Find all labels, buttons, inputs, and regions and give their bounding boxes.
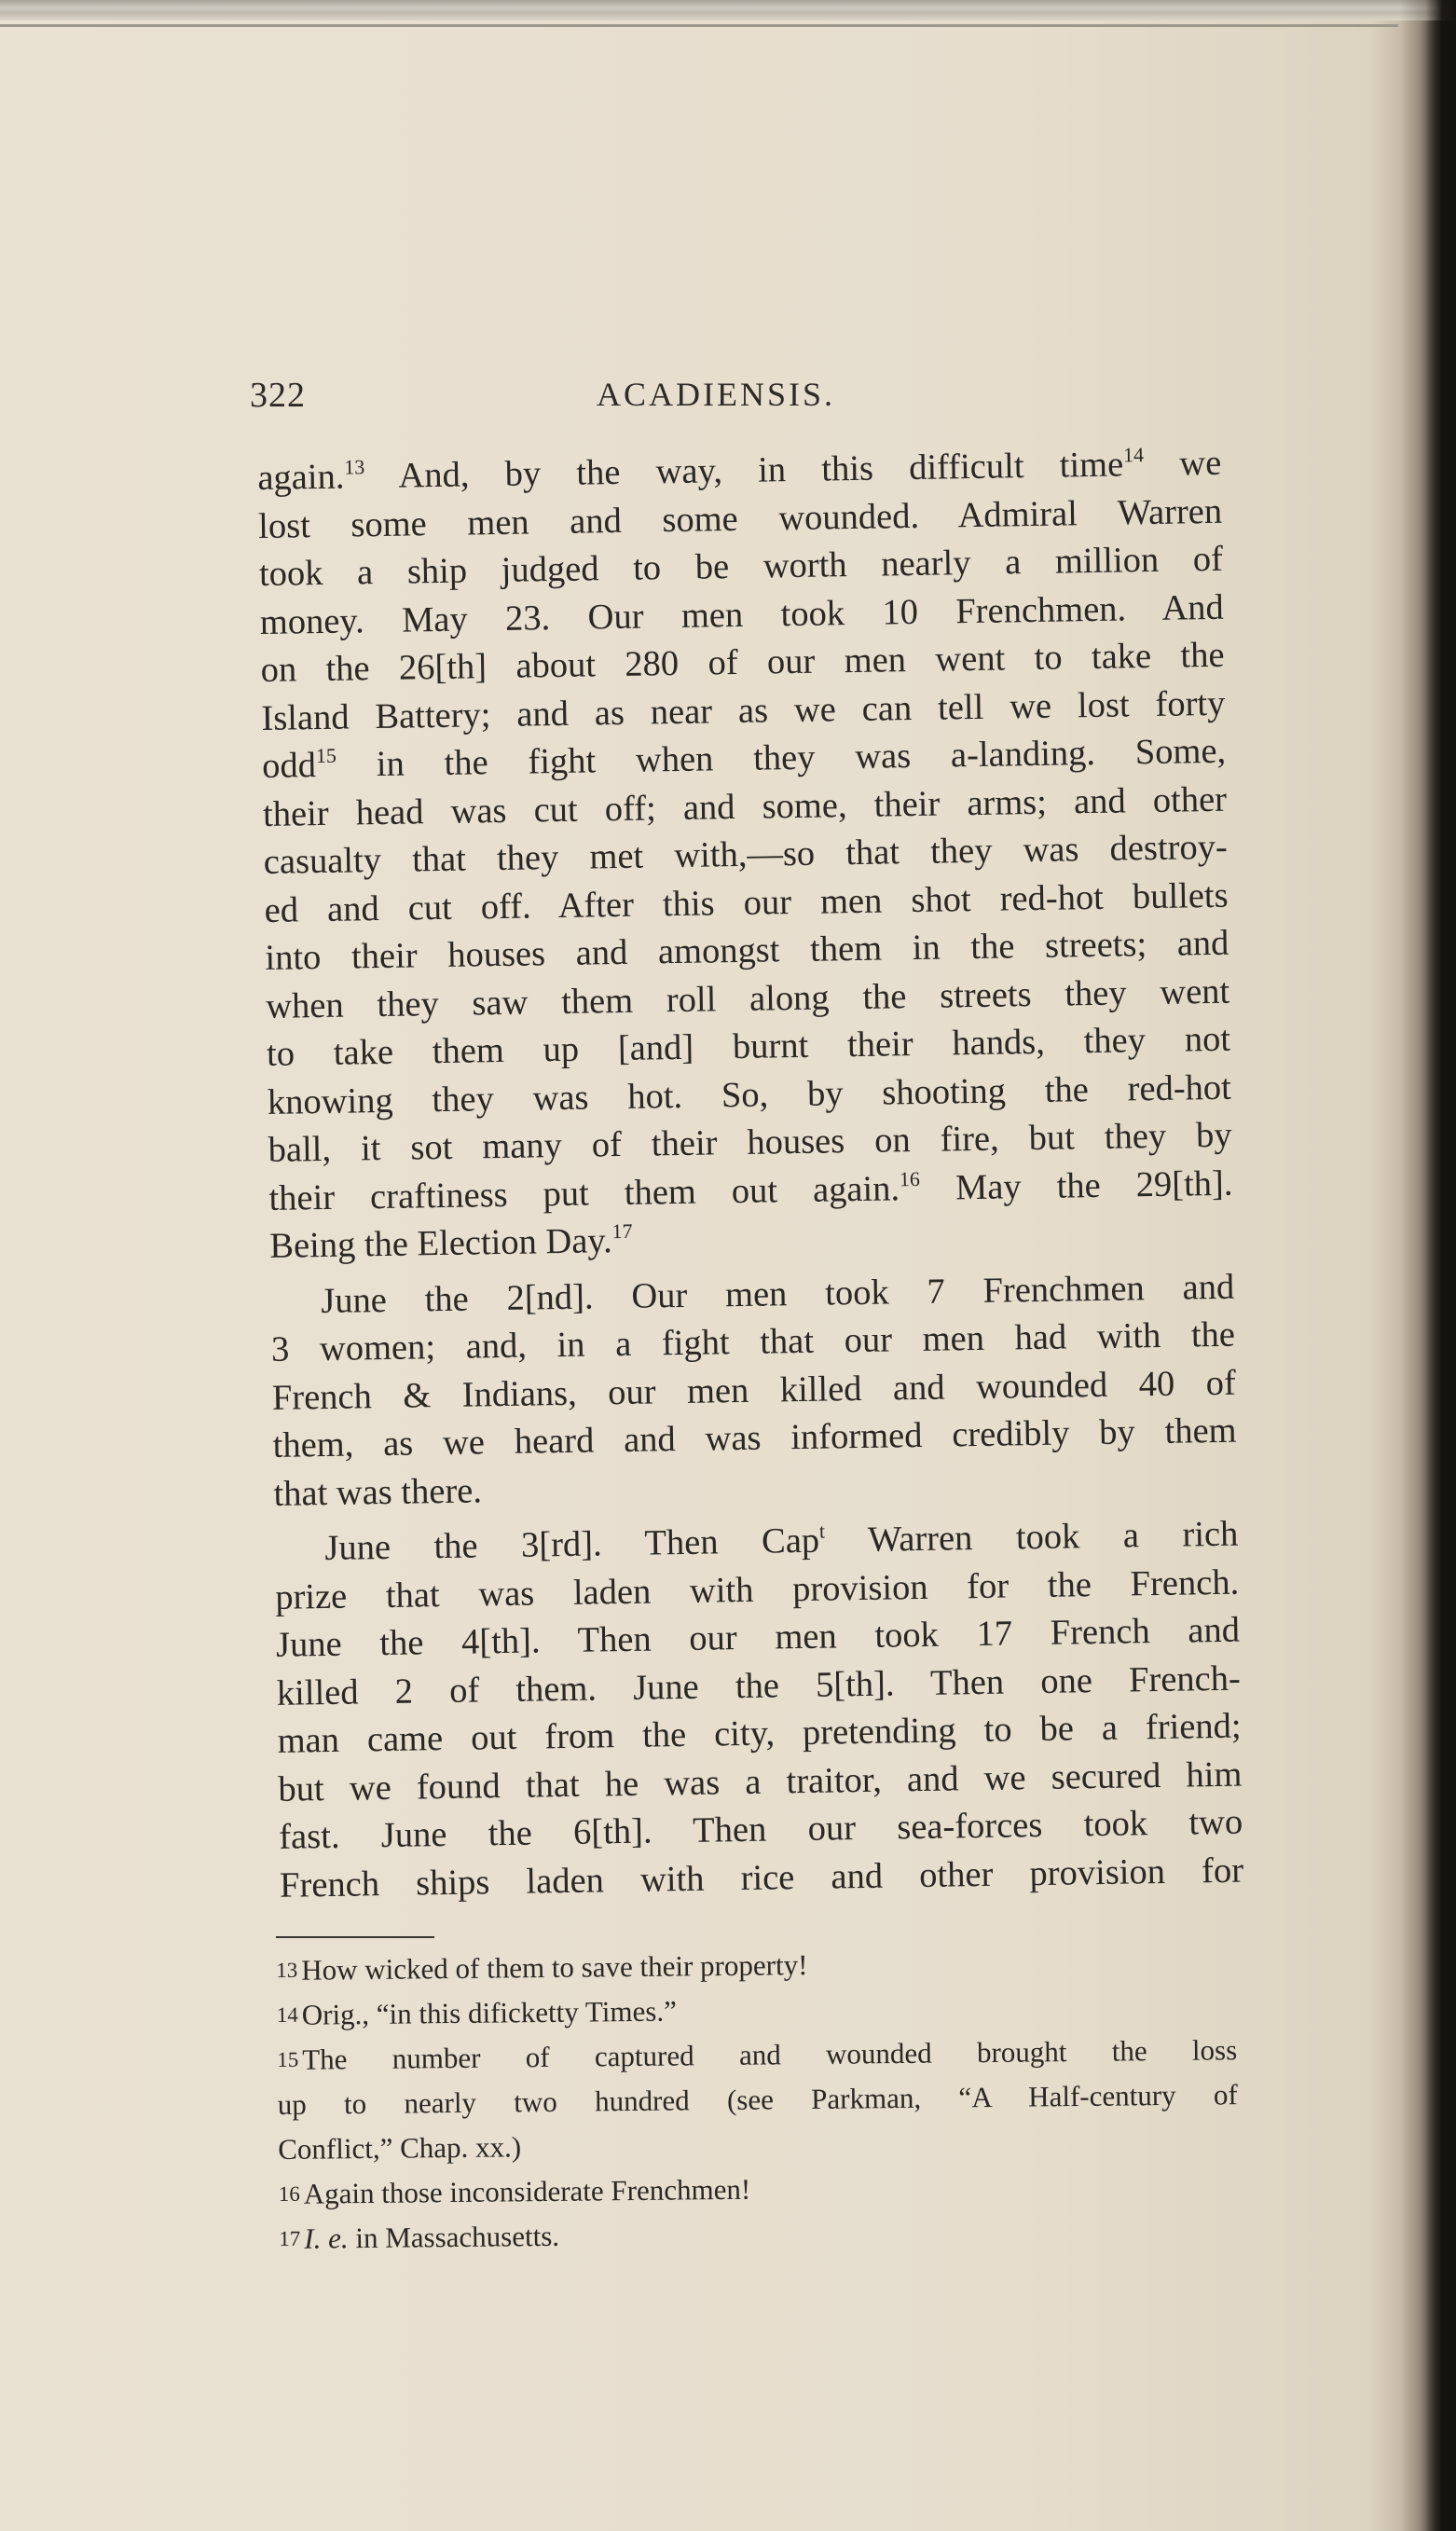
footnote: 14 Orig., “in this dificketty Times.” — [276, 1994, 678, 2031]
footnote-number: 16 — [278, 2181, 300, 2206]
text-line: French ships laden with rice and other provision for — [279, 1850, 1244, 1905]
footnote-ref: 15 — [315, 743, 337, 768]
text-line: June the 4[th]. Then our men took 17 French and — [275, 1610, 1241, 1665]
text-line: casualty that they met with,—so that they was destroy- — [263, 827, 1229, 882]
text-line: 3 women; and, in a fight that our men had with the — [270, 1314, 1236, 1369]
text-line: ball, it sot many of their houses on fire, but they by — [268, 1115, 1232, 1170]
text-line: odd$^{15}$ in the fight when they was a-landing. Some, — [261, 731, 1227, 786]
text-line: their craftiness put them out again.$^{16}$ May the 29[th]. — [268, 1163, 1233, 1218]
footnote: 13 How wicked of them to save their property! — [276, 1948, 808, 1987]
text-line: their head was cut off; and some, their arms; and other — [262, 779, 1228, 834]
page-edge-line — [0, 24, 1398, 27]
footnote: 17 I. e. in Massachusetts. — [279, 2219, 560, 2255]
footnote-ref: 13 — [344, 455, 365, 479]
superscript: t — [818, 1519, 826, 1543]
footnote-number: 17 — [279, 2226, 301, 2250]
text-line: that was there. — [273, 1470, 483, 1514]
footnote-separator — [276, 1936, 434, 1938]
text-line: money. May 23. Our men took 10 Frenchmen. And — [259, 587, 1225, 642]
text-line: to take them up [and] burnt their hands, they not — [266, 1019, 1231, 1074]
footnote-ref: 14 — [1122, 443, 1145, 467]
footnote-number: 15 — [277, 2047, 299, 2071]
text-line: ed and cut off. After this our men shot red-hot bullets — [264, 875, 1229, 930]
text-line: them, as we heard and was informed credibly by them — [272, 1410, 1237, 1465]
text-line: June the 3[rd]. Then Cap$^t$ Warren took a rich — [324, 1514, 1239, 1569]
text-line: Being the Election Day.$^{17}$ — [269, 1218, 633, 1266]
footnote-number: 14 — [276, 2002, 298, 2027]
footnote-continuation: Conflict,” Chap. xx.) — [278, 2130, 522, 2166]
footnote-ref: 17 — [611, 1218, 633, 1244]
text-line: lost some men and some wounded. Admiral Warren — [257, 491, 1223, 546]
page-header — [250, 375, 1219, 427]
footnote: 16 Again those inconsiderate Frenchmen! — [278, 2172, 751, 2210]
text-line: June the 2[nd]. Our men took 7 Frenchmen and — [320, 1267, 1235, 1321]
footnote-continuation: up to nearly two hundred (see Parkman, “A Half-century of — [277, 2078, 1238, 2121]
text-line: French & Indians, our men killed and wounded 40 of — [271, 1363, 1237, 1418]
text-line: into their houses and amongst them in the streets; and — [265, 923, 1229, 978]
text-line: when they saw them roll along the streets they went — [265, 971, 1230, 1026]
text-line: Island Battery; and as near as we can tell we lost forty — [261, 683, 1226, 738]
footnote: 15 The number of captured and wounded brought the loss — [277, 2033, 1238, 2076]
footnote-ref: 16 — [899, 1166, 921, 1190]
running-head: ACADIENSIS. — [597, 376, 836, 413]
text-line: again.$^{13}$ And, by the way, in this difficult time$^{14}$ we — [257, 443, 1222, 498]
text-line: but we found that he was a traitor, and we secured him — [278, 1754, 1243, 1809]
text-line: fast. June the 6[th]. Then our sea-forces took two — [278, 1802, 1243, 1857]
page-number: 322 — [250, 376, 306, 415]
text-line: knowing they was hot. So, by shooting the red-hot — [267, 1067, 1232, 1122]
text-line: on the 26[th] about 280 of our men went to take the — [260, 635, 1225, 690]
footnote-number: 13 — [276, 1958, 298, 1982]
text-line: man came out from the city, pretending to be a friend; — [277, 1706, 1242, 1761]
text-line: prize that was laden with provision for the French. — [274, 1562, 1240, 1617]
body-text — [257, 440, 1243, 1910]
book-spine-shadow — [1400, 0, 1456, 2531]
text-line: took a ship judged to be worth nearly a million of — [258, 539, 1224, 594]
page-top-edge — [0, 0, 1456, 21]
footnotes — [276, 1938, 1239, 2262]
text-line: killed 2 of them. June the 5[th]. Then one French- — [276, 1658, 1242, 1713]
